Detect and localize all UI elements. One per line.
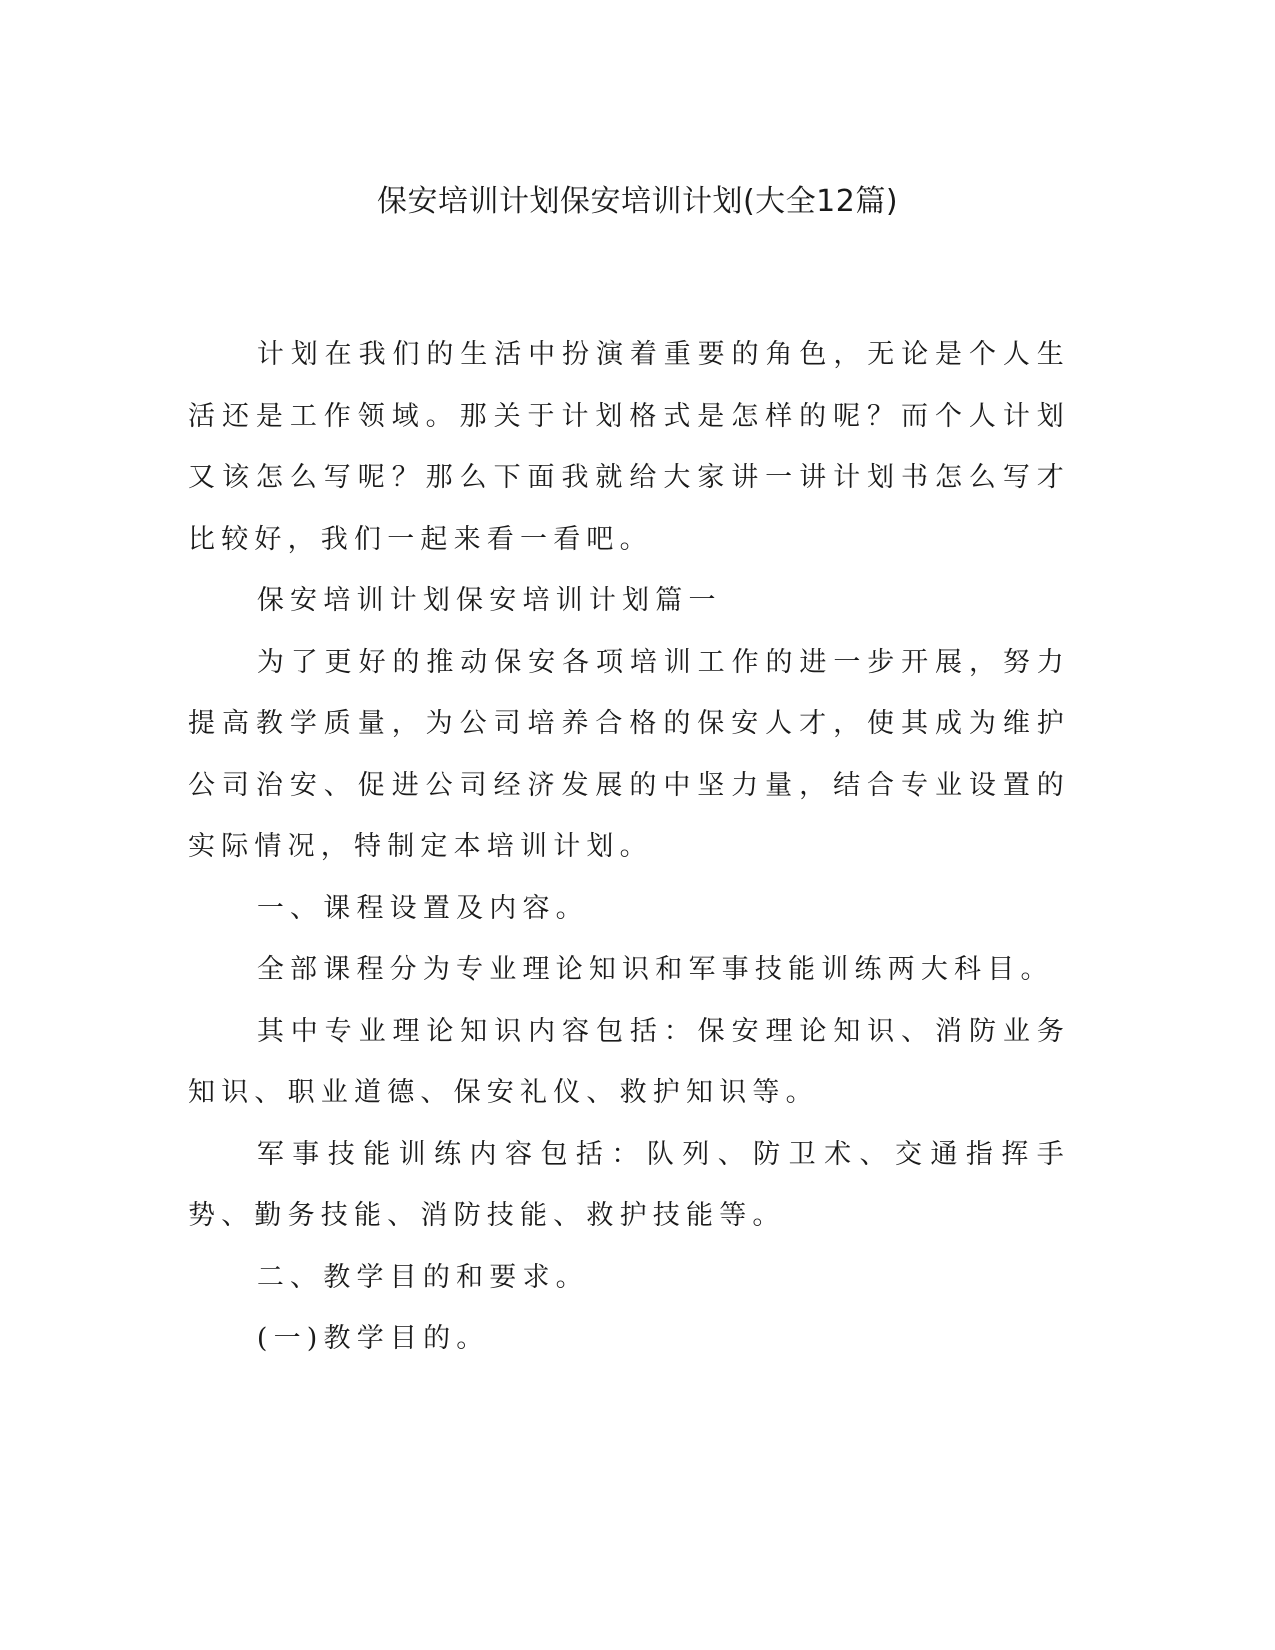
subheading-teaching-purpose: (一)教学目的。 [256,1323,490,1354]
paragraph-military-skills: 军事技能训练内容包括：队列、防卫术、交通指挥手势、勤务技能、消防技能、救护技能等。 [188,1138,1070,1231]
section-heading-part-one: 保安培训计划保安培训计划篇一 [256,585,722,616]
paragraph-course-division: 全部课程分为专业理论知识和军事技能训练两大科目。 [256,954,1054,985]
heading-course-setup: 一、课程设置及内容。 [256,892,589,924]
document-title: 保安培训计划保安培训计划(大全12篇) [376,184,899,219]
document-body [188,324,1070,1370]
paragraph-purpose: 为了更好的推动保安各项培训工作的进一步开展，努力提高教学质量，为公司培养合格的保安人才，使其成为维护公司治安、促进公司经济发展的中坚力量，结合专业设置的实际情况，特制定本培训计划。 [188,646,1070,862]
paragraph-theory-content: 其中专业理论知识内容包括：保安理论知识、消防业务知识、职业道德、保安礼仪、救护知识等。 [188,1015,1070,1108]
paragraph-intro: 计划在我们的生活中扮演着重要的角色，无论是个人生活还是工作领域。那关于计划格式是怎样的呢？而个人计划又该怎么写呢？那么下面我就给大家讲一讲计划书怎么写才比较好，我们一起来看一看吧。 [188,339,1070,555]
heading-teaching-goals: 二、教学目的和要求。 [256,1261,589,1293]
